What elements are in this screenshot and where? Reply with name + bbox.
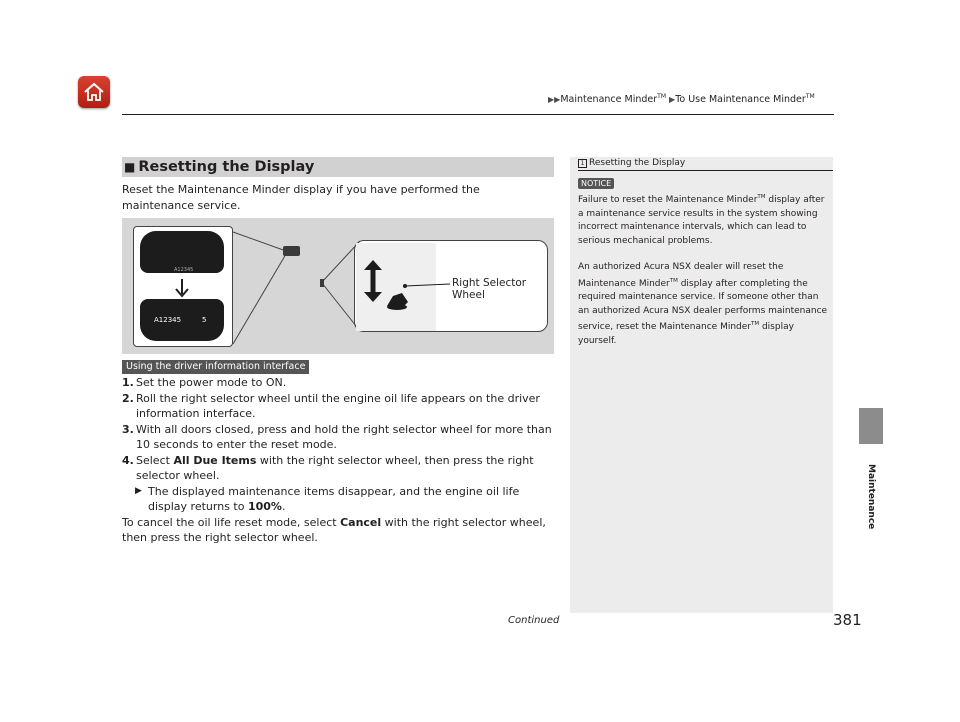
result-text: The displayed maintenance items disappear, and the engine oil life display returns to: [148, 484, 520, 513]
trademark: TM: [757, 194, 766, 200]
selector-marker-icon: [320, 279, 324, 287]
square-bullet-icon: ■: [124, 160, 136, 174]
chapter-tab-label: Maintenance: [866, 464, 876, 530]
result-arrow-icon: ▶: [135, 485, 142, 496]
notice-badge: NOTICE: [578, 178, 614, 189]
breadcrumb-arrow-icon: ▶: [669, 95, 676, 105]
note-divider: [578, 170, 833, 171]
display-code-bottom: A12345: [154, 316, 182, 324]
cancel-instruction: [122, 515, 558, 546]
step-4: [122, 453, 558, 484]
option-all-due-items: All Due Items: [173, 453, 257, 467]
note-reference-icon: 1: [578, 159, 587, 168]
figure-caption-tag: Using the driver information interface: [122, 360, 309, 374]
note-text: display after completing the required maintenance service. If someone other than an authorized Acura NSX dealer performs maintenance service, reset the Maintenance Minder: [578, 278, 828, 332]
section-title: Resetting the Display: [138, 159, 315, 175]
label-line-2: Wheel: [452, 289, 485, 301]
trademark: TM: [657, 93, 666, 100]
result-text: .: [281, 500, 286, 513]
closing-text: with the right selector wheel, then press the right selector wheel.: [122, 515, 546, 544]
step-number: 3.: [122, 422, 134, 436]
continued-label: Continued: [508, 615, 560, 626]
right-selector-wheel-label: [452, 277, 526, 301]
option-cancel: Cancel: [340, 515, 382, 529]
step-1: [122, 375, 558, 391]
step-text: Roll the right selector wheel until the engine oil life appears on the driver information interface.: [136, 391, 540, 420]
intro-paragraph: Reset the Maintenance Minder display if you have performed the maintenance service.: [122, 183, 480, 212]
trademark: TM: [669, 277, 678, 284]
down-arrow-icon: [176, 279, 188, 296]
step-number: 2.: [122, 391, 134, 405]
note-text: display yourself.: [578, 322, 794, 346]
step-text: With all doors closed, press and hold the right selector wheel for more than 10 seconds to enter the reset mode.: [136, 422, 552, 451]
breadcrumb-to-use-maintenance-minder[interactable]: To Use Maintenance Minder: [675, 94, 806, 106]
note-body: [578, 191, 828, 361]
step-text: with the right selector wheel, then press the right selector wheel.: [136, 453, 534, 482]
note-text: Failure to reset the Maintenance Minder: [578, 195, 758, 205]
step-text: Select: [136, 453, 174, 467]
note-paragraph-1: [578, 191, 828, 248]
note-title: [578, 158, 685, 168]
step-2: [122, 391, 558, 422]
trademark: TM: [751, 321, 760, 327]
note-title-text: Resetting the Display: [589, 158, 686, 168]
step-3: [122, 422, 558, 453]
note-text: An authorized Acura NSX dealer will reset the Maintenance Minder: [578, 262, 784, 289]
label-line-1: Right Selector: [452, 277, 527, 289]
procedure-steps: [122, 375, 558, 546]
breadcrumb-maintenance-minder[interactable]: Maintenance Minder: [560, 94, 658, 106]
step-text: Set the power mode to ON.: [136, 376, 287, 389]
step-number: 1.: [122, 376, 134, 389]
step-number: 4.: [122, 453, 134, 467]
note-paragraph-2: [578, 261, 828, 348]
step-result: [122, 484, 558, 515]
page-number: 381: [833, 611, 862, 629]
display-code-top: A12345: [174, 267, 194, 273]
note-text: display after a maintenance service results in the system showing incorrect maintenance intervals, which can lead to serious mechanical problems.: [578, 195, 825, 246]
oil-life-value: 100%: [247, 500, 282, 513]
trademark: TM: [805, 93, 815, 100]
closing-text: To cancel the oil life reset mode, select: [122, 515, 341, 529]
breadcrumb-arrow-icon: ▶▶: [548, 95, 561, 105]
meter-pod-icon: [283, 246, 300, 256]
display-value-bottom: 5: [202, 316, 207, 324]
